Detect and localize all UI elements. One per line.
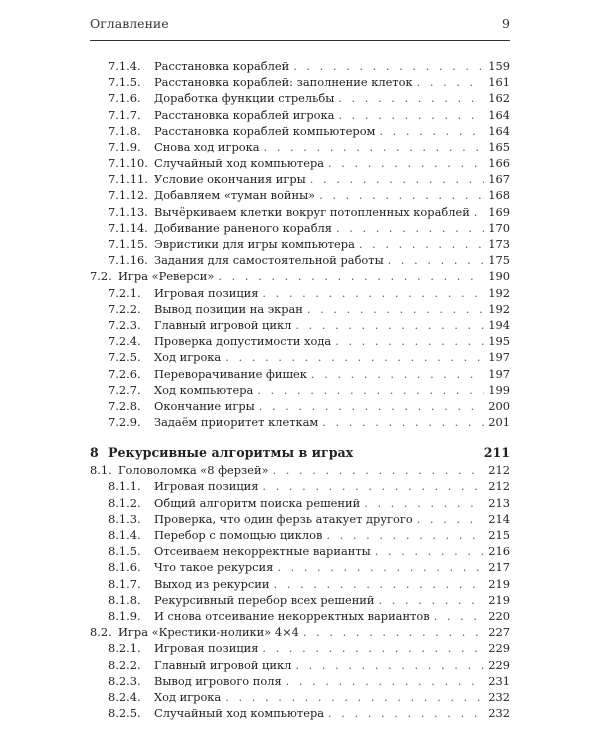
toc-entry-number: 8.2.5. bbox=[108, 706, 141, 721]
toc-entry-number: 7.2.4. bbox=[108, 334, 141, 349]
toc-leader-dots bbox=[286, 673, 484, 689]
toc-entry-title: Головоломка «8 ферзей» bbox=[118, 463, 269, 478]
toc-entry-page: 161 bbox=[488, 75, 510, 90]
toc-subsection-entry[interactable] bbox=[90, 333, 510, 349]
toc-leader-dots bbox=[310, 171, 484, 187]
toc-entry-number: 7.2.6. bbox=[108, 366, 141, 381]
toc-entry-title: Игра «Крестики-нолики» 4×4 bbox=[118, 625, 299, 640]
toc-entry-title: Вывод игрового поля bbox=[154, 673, 282, 688]
toc-entry-number: 8.2.4. bbox=[108, 689, 141, 704]
toc-entry-page: 165 bbox=[488, 139, 510, 154]
toc-leader-dots bbox=[295, 317, 484, 333]
toc-entry-page: 220 bbox=[488, 608, 510, 623]
toc-subsection-entry[interactable] bbox=[90, 689, 510, 705]
toc-entry-page: 169 bbox=[488, 204, 510, 219]
toc-subsection-entry[interactable] bbox=[90, 366, 510, 382]
toc-entry-number: 7.1.13. bbox=[108, 204, 148, 219]
toc-entry-title: Ход компьютера bbox=[154, 382, 254, 397]
toc-entry-page: 215 bbox=[488, 528, 510, 543]
toc-subsection-entry[interactable] bbox=[90, 349, 510, 365]
toc-subsection-entry[interactable] bbox=[90, 382, 510, 398]
toc-entry-number: 7.1.10. bbox=[108, 156, 148, 171]
toc-entry-title: Главный игровой цикл bbox=[154, 657, 292, 672]
toc-entry-page: 159 bbox=[488, 58, 510, 73]
toc-entry-title: Случайный ход компьютера bbox=[154, 156, 325, 171]
toc-entry-number: 7.1.9. bbox=[108, 139, 141, 154]
toc-entry-page: 213 bbox=[488, 495, 510, 510]
toc-entry-title: Вычёркиваем клетки вокруг потопленных кораблей bbox=[154, 204, 470, 219]
toc-chapter-entry[interactable] bbox=[90, 444, 510, 462]
toc-leader-dots bbox=[277, 559, 484, 575]
toc-entry-title: Игровая позиция bbox=[154, 479, 259, 494]
toc-entry-page: 211 bbox=[483, 445, 510, 461]
toc-leader-dots bbox=[364, 495, 484, 511]
toc-entry-number: 8.2.2. bbox=[108, 657, 141, 672]
toc-entry-page: 216 bbox=[488, 544, 510, 559]
toc-entry-number: 7.2. bbox=[90, 269, 112, 284]
toc-entry-title: Расстановка кораблей bbox=[154, 58, 290, 73]
toc-subsection-entry[interactable] bbox=[90, 58, 510, 74]
toc-entry-title: Проверка, что один ферзь атакует другого bbox=[154, 511, 413, 526]
toc-entry-title: Общий алгоритм поиска решений bbox=[154, 495, 361, 510]
toc-subsection-entry[interactable] bbox=[90, 220, 510, 236]
toc-leader-dots bbox=[303, 624, 484, 640]
toc-subsection-entry[interactable] bbox=[90, 640, 510, 656]
toc-subsection-entry[interactable] bbox=[90, 252, 510, 268]
toc-leader-dots bbox=[218, 268, 484, 284]
toc-leader-dots bbox=[417, 511, 484, 527]
toc-entry-number: 7.2.1. bbox=[108, 285, 141, 300]
toc-subsection-entry[interactable] bbox=[90, 527, 510, 543]
toc-entry-number: 7.1.12. bbox=[108, 188, 148, 203]
toc-entry-number: 8.1.5. bbox=[108, 544, 141, 559]
toc-subsection-entry[interactable] bbox=[90, 155, 510, 171]
toc-entry-title: Что такое рекурсия bbox=[154, 560, 274, 575]
toc-entry-number: 8 bbox=[90, 445, 99, 461]
toc-subsection-entry[interactable] bbox=[90, 657, 510, 673]
toc-subsection-entry[interactable] bbox=[90, 592, 510, 608]
toc-entry-title: Игровая позиция bbox=[154, 285, 259, 300]
toc-entry-number: 8.1.6. bbox=[108, 560, 141, 575]
toc-entry-page: 219 bbox=[488, 576, 510, 591]
header-rule bbox=[90, 40, 510, 41]
toc-subsection-entry[interactable] bbox=[90, 90, 510, 106]
toc-entry-page: 217 bbox=[488, 560, 510, 575]
toc-subsection-entry[interactable] bbox=[90, 398, 510, 414]
toc-entry-page: 164 bbox=[488, 123, 510, 138]
toc-subsection-entry[interactable] bbox=[90, 204, 510, 220]
toc-entry-number: 7.1.8. bbox=[108, 123, 141, 138]
header-page-number: 9 bbox=[502, 16, 510, 31]
toc-subsection-entry[interactable] bbox=[90, 608, 510, 624]
toc-leader-dots bbox=[338, 107, 484, 123]
toc-subsection-entry[interactable] bbox=[90, 74, 510, 90]
toc-entry-page: 229 bbox=[488, 641, 510, 656]
toc-subsection-entry[interactable] bbox=[90, 317, 510, 333]
toc-entry-page: 195 bbox=[488, 334, 510, 349]
toc-entry-title: Окончание игры bbox=[154, 398, 255, 413]
toc-entry-title: Ход игрока bbox=[154, 350, 222, 365]
toc-entry-page: 164 bbox=[488, 107, 510, 122]
toc-leader-dots bbox=[328, 705, 484, 721]
toc-entry-title: Расстановка кораблей игрока bbox=[154, 107, 335, 122]
toc-entry-number: 7.1.16. bbox=[108, 253, 148, 268]
toc-section-entry[interactable] bbox=[90, 268, 510, 284]
toc-entry-title: Расстановка кораблей компьютером bbox=[154, 123, 376, 138]
toc-leader-dots bbox=[338, 90, 484, 106]
toc-entry-title: Рекурсивные алгоритмы в играх bbox=[108, 445, 354, 461]
toc-entry-page: 166 bbox=[488, 156, 510, 171]
toc-entry-title: И снова отсеивание некорректных вариантов bbox=[154, 608, 430, 623]
toc-leader-dots bbox=[379, 123, 484, 139]
toc-entry-page: 197 bbox=[488, 366, 510, 381]
toc-subsection-entry[interactable] bbox=[90, 139, 510, 155]
toc-entry-title: Рекурсивный перебор всех решений bbox=[154, 592, 375, 607]
toc-entry-title: Случайный ход компьютера bbox=[154, 706, 325, 721]
toc-leader-dots bbox=[336, 220, 484, 236]
toc-subsection-entry[interactable] bbox=[90, 479, 510, 495]
toc-leader-dots bbox=[378, 592, 484, 608]
toc-leader-dots bbox=[388, 252, 484, 268]
toc-entry-page: 199 bbox=[488, 382, 510, 397]
toc-leader-dots bbox=[262, 285, 484, 301]
toc-leader-dots bbox=[359, 236, 484, 252]
toc-leader-dots bbox=[225, 349, 484, 365]
toc-entry-page: 227 bbox=[488, 625, 510, 640]
toc-entry-page: 168 bbox=[488, 188, 510, 203]
toc-entry-title: Задаём приоритет клеткам bbox=[154, 415, 319, 430]
toc-leader-dots bbox=[375, 543, 484, 559]
toc-entry-number: 7.2.9. bbox=[108, 415, 141, 430]
toc-entry-number: 8.1.4. bbox=[108, 528, 141, 543]
toc-leader-dots bbox=[262, 640, 484, 656]
toc-entry-title: Добивание раненого корабля bbox=[154, 220, 332, 235]
toc-leader-dots bbox=[417, 74, 484, 90]
toc-entry-page: 212 bbox=[488, 479, 510, 494]
toc-subsection-entry[interactable] bbox=[90, 511, 510, 527]
toc-subsection-entry[interactable] bbox=[90, 285, 510, 301]
toc-leader-dots bbox=[262, 478, 484, 494]
toc-entry-page: 190 bbox=[488, 269, 510, 284]
toc-entry-number: 8.1. bbox=[90, 463, 112, 478]
toc-leader-dots bbox=[295, 657, 484, 673]
toc-entry-page: 201 bbox=[488, 415, 510, 430]
toc-entry-page: 162 bbox=[488, 91, 510, 106]
toc-subsection-entry[interactable] bbox=[90, 576, 510, 592]
toc-entry-title: Добавляем «туман войны» bbox=[154, 188, 316, 203]
toc-leader-dots bbox=[474, 204, 484, 220]
toc-subsection-entry[interactable] bbox=[90, 543, 510, 559]
toc-entry-page: 192 bbox=[488, 285, 510, 300]
toc-leader-dots bbox=[293, 58, 484, 74]
toc-entry-title: Условие окончания игры bbox=[154, 172, 306, 187]
toc-entry-page: 212 bbox=[488, 463, 510, 478]
toc-subsection-entry[interactable] bbox=[90, 236, 510, 252]
toc-entry-number: 7.1.5. bbox=[108, 75, 141, 90]
toc-entry-number: 8.1.3. bbox=[108, 511, 141, 526]
toc-entry-page: 229 bbox=[488, 657, 510, 672]
toc-subsection-entry[interactable] bbox=[90, 171, 510, 187]
toc-entry-page: 200 bbox=[488, 398, 510, 413]
toc-entry-page: 232 bbox=[488, 706, 510, 721]
toc-entry-number: 8.1.9. bbox=[108, 608, 141, 623]
toc-entry-number: 7.2.5. bbox=[108, 350, 141, 365]
toc-entry-number: 7.1.6. bbox=[108, 91, 141, 106]
toc-entry-number: 7.2.3. bbox=[108, 317, 141, 332]
toc-leader-dots bbox=[326, 527, 484, 543]
header-title: Оглавление bbox=[90, 16, 169, 31]
toc-entry-number: 7.1.4. bbox=[108, 58, 141, 73]
toc-entry-number: 8.2.3. bbox=[108, 673, 141, 688]
toc-entry-number: 8.2. bbox=[90, 625, 112, 640]
toc-entry-page: 231 bbox=[488, 673, 510, 688]
toc-subsection-entry[interactable] bbox=[90, 673, 510, 689]
toc-leader-dots bbox=[257, 382, 484, 398]
toc-entry-number: 7.2.7. bbox=[108, 382, 141, 397]
toc-entry-title: Игра «Реверси» bbox=[118, 269, 215, 284]
toc-entry-title: Эвристики для игры компьютера bbox=[154, 237, 355, 252]
toc-leader-dots bbox=[307, 301, 484, 317]
toc-entry-number: 7.2.8. bbox=[108, 398, 141, 413]
toc-leader-dots bbox=[273, 462, 484, 478]
toc-entry-title: Выход из рекурсии bbox=[154, 576, 270, 591]
toc-leader-dots bbox=[264, 139, 484, 155]
toc-entry-title: Переворачивание фишек bbox=[154, 366, 307, 381]
toc-entry-title: Проверка допустимости хода bbox=[154, 334, 332, 349]
toc-subsection-entry[interactable] bbox=[90, 495, 510, 511]
toc-leader-dots bbox=[259, 398, 484, 414]
toc-entry-number: 8.1.2. bbox=[108, 495, 141, 510]
toc-entry-number: 7.1.11. bbox=[108, 172, 148, 187]
toc-subsection-entry[interactable] bbox=[90, 414, 510, 430]
toc-entry-page: 192 bbox=[488, 301, 510, 316]
toc-leader-dots bbox=[335, 333, 484, 349]
toc-entry-number: 8.1.1. bbox=[108, 479, 141, 494]
toc-entry-page: 232 bbox=[488, 689, 510, 704]
toc-leader-dots bbox=[434, 608, 484, 624]
toc-entry-title: Игровая позиция bbox=[154, 641, 259, 656]
running-header bbox=[90, 16, 510, 38]
toc-subsection-entry[interactable] bbox=[90, 559, 510, 575]
toc-entry-number: 7.1.7. bbox=[108, 107, 141, 122]
toc-entry-number: 7.2.2. bbox=[108, 301, 141, 316]
toc-entry-page: 197 bbox=[488, 350, 510, 365]
toc-entry-title: Доработка функции стрельбы bbox=[154, 91, 335, 106]
toc-leader-dots bbox=[328, 155, 484, 171]
toc-entry-title: Главный игровой цикл bbox=[154, 317, 292, 332]
toc-entry-number: 8.1.7. bbox=[108, 576, 141, 591]
toc-entry-title: Снова ход игрока bbox=[154, 139, 260, 154]
toc-entry-page: 170 bbox=[488, 220, 510, 235]
toc-entry-title: Задания для самостоятельной работы bbox=[154, 253, 384, 268]
toc-entry-page: 194 bbox=[488, 317, 510, 332]
toc-entry-title: Расстановка кораблей: заполнение клеток bbox=[154, 75, 413, 90]
toc-subsection-entry[interactable] bbox=[90, 301, 510, 317]
toc-subsection-entry[interactable] bbox=[90, 107, 510, 123]
toc-leader-dots bbox=[319, 187, 484, 203]
toc-section-entry[interactable] bbox=[90, 462, 510, 478]
toc-subsection-entry[interactable] bbox=[90, 705, 510, 721]
toc-entry-page: 173 bbox=[488, 237, 510, 252]
toc-entry-number: 7.1.15. bbox=[108, 237, 148, 252]
toc-entry-page: 167 bbox=[488, 172, 510, 187]
toc-leader-dots bbox=[274, 576, 485, 592]
toc-entry-title: Отсеиваем некорректные варианты bbox=[154, 544, 371, 559]
toc-entry-page: 219 bbox=[488, 592, 510, 607]
toc-entry-number: 7.1.14. bbox=[108, 220, 148, 235]
toc-entry-title: Вывод позиции на экран bbox=[154, 301, 303, 316]
toc-entry-page: 214 bbox=[488, 511, 510, 526]
toc-entry-title: Ход игрока bbox=[154, 689, 222, 704]
toc-entry-number: 8.1.8. bbox=[108, 592, 141, 607]
table-of-contents bbox=[90, 58, 510, 721]
toc-entry-title: Перебор с помощью циклов bbox=[154, 528, 323, 543]
toc-entry-number: 8.2.1. bbox=[108, 641, 141, 656]
toc-section-entry[interactable] bbox=[90, 624, 510, 640]
toc-subsection-entry[interactable] bbox=[90, 123, 510, 139]
toc-leader-dots bbox=[322, 414, 484, 430]
toc-entry-page: 175 bbox=[488, 253, 510, 268]
toc-subsection-entry[interactable] bbox=[90, 188, 510, 204]
toc-leader-dots bbox=[311, 366, 484, 382]
toc-leader-dots bbox=[225, 689, 484, 705]
